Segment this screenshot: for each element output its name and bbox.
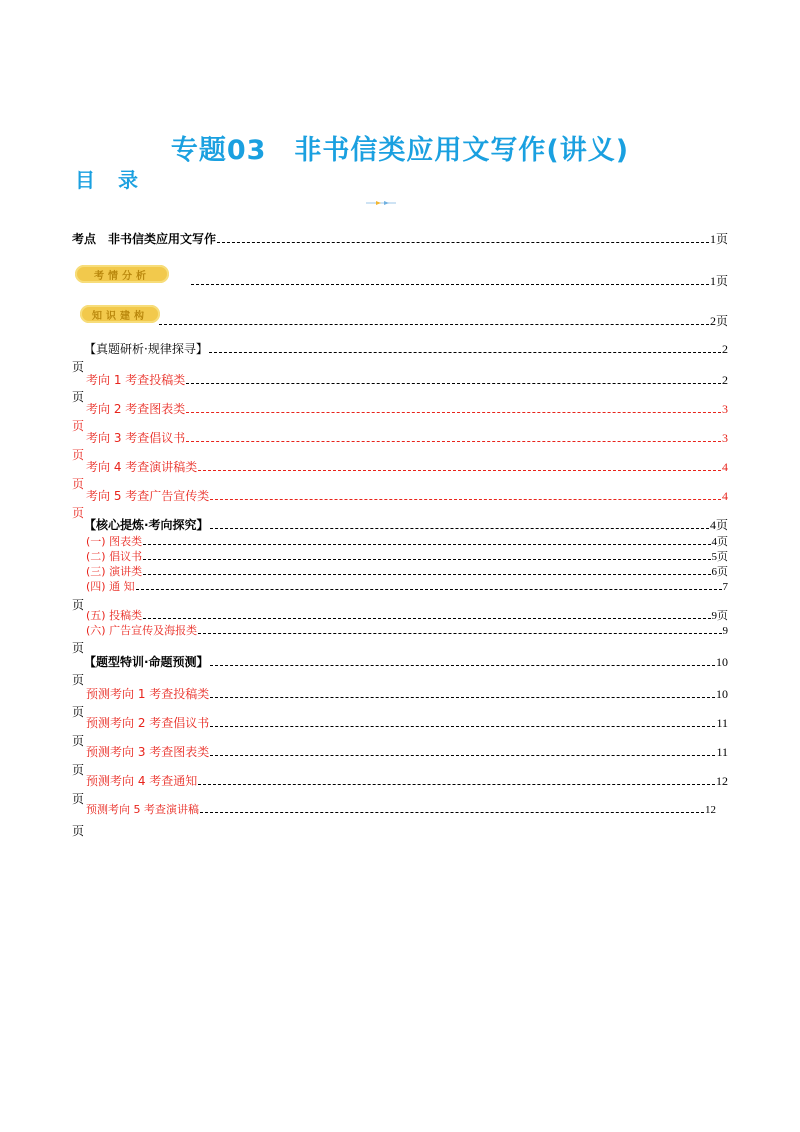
toc-heading: 目 录 xyxy=(75,168,146,192)
toc-entry-label: 预测考向 4 考查通知 xyxy=(86,774,198,788)
toc-entry[interactable] xyxy=(86,580,728,594)
toc-entry-unit: 页 xyxy=(717,536,728,548)
toc-entry[interactable] xyxy=(72,232,728,246)
toc-entry-unit: 页 xyxy=(72,477,85,491)
toc-entry[interactable] xyxy=(86,716,728,730)
toc-entry-unit: 页 xyxy=(72,506,85,520)
toc-entry-page: 3 xyxy=(722,402,728,416)
toc-entry[interactable] xyxy=(86,402,728,416)
toc-entry-unit: 页 xyxy=(72,763,85,777)
toc-entry-page: 11 xyxy=(716,716,728,730)
toc-entry-page: 12 xyxy=(705,804,716,816)
toc-entry[interactable] xyxy=(86,745,728,759)
toc-entry-unit: 页 xyxy=(715,314,728,328)
toc-entry[interactable] xyxy=(86,460,728,474)
toc-entry[interactable] xyxy=(190,274,728,288)
knowledge-badge: 知识建构 xyxy=(80,305,160,323)
toc-entry[interactable] xyxy=(84,342,728,356)
toc-entry-unit: 页 xyxy=(72,598,85,612)
toc-entry-page: 9 xyxy=(722,625,728,637)
toc-entry-page: 5 xyxy=(711,551,717,563)
toc-entry[interactable] xyxy=(86,373,728,387)
toc-entry-page: 2 xyxy=(709,314,716,328)
toc-entry-unit: 页 xyxy=(72,734,85,748)
toc-entry-unit: 页 xyxy=(717,566,728,578)
toc-entry[interactable] xyxy=(86,624,728,638)
toc-entry-label: (三) 演讲类 xyxy=(86,565,143,578)
toc-entry-label: 预测考向 5 考查演讲稿 xyxy=(86,803,199,816)
toc-entry-page: 9 xyxy=(711,610,717,622)
toc-entry-page: 4 xyxy=(722,489,728,503)
toc-entry-page: 10 xyxy=(716,687,728,701)
toc-entry-unit: 页 xyxy=(715,518,728,532)
toc-entry-label: (一) 图表类 xyxy=(86,535,143,548)
toc-entry-unit: 页 xyxy=(72,419,85,433)
toc-entry[interactable] xyxy=(86,803,716,817)
toc-entry-label: (二) 倡议书 xyxy=(86,550,143,563)
toc-entry-page: 7 xyxy=(722,581,728,593)
toc-entry-page: 2 xyxy=(722,342,728,356)
ornament-icon xyxy=(366,199,396,207)
toc-entry-unit: 页 xyxy=(72,824,85,838)
toc-entry-unit: 页 xyxy=(717,610,728,622)
toc-entry[interactable] xyxy=(84,655,728,669)
toc-entry-unit: 页 xyxy=(72,448,85,462)
toc-entry-page: 11 xyxy=(716,745,728,759)
toc-entry-unit: 页 xyxy=(72,792,85,806)
toc-entry-page: 4 xyxy=(722,460,728,474)
toc-entry-label: 考向 5 考查广告宣传类 xyxy=(86,489,210,503)
toc-entry[interactable] xyxy=(86,535,728,549)
toc-entry-label: 预测考向 2 考查倡议书 xyxy=(86,716,210,730)
page-title: 专题03 非书信类应用文写作(讲义) xyxy=(170,135,630,166)
toc-entry-page: 1 xyxy=(709,274,716,288)
toc-entry-label: 【真题研析·规律探寻】 xyxy=(84,342,208,356)
toc-entry-label: 考向 2 考查图表类 xyxy=(86,402,186,416)
toc-entry-label: 考向 1 考查投稿类 xyxy=(86,373,186,387)
toc-entry-label: (五) 投稿类 xyxy=(86,609,143,622)
toc-entry-label: 考向 3 考查倡议书 xyxy=(86,431,186,445)
toc-entry-unit: 页 xyxy=(72,641,85,655)
toc-entry[interactable] xyxy=(86,565,728,579)
toc-entry-page: 10 xyxy=(716,655,728,669)
toc-entry-page: 1 xyxy=(709,232,716,246)
toc-entry-label: (四) 通 知 xyxy=(86,580,135,593)
toc-entry-label: 【题型特训·命题预测】 xyxy=(84,655,209,669)
toc-entry-label: 考点 非书信类应用文写作 xyxy=(72,232,217,246)
toc-entry-label: 【核心提炼·考向探究】 xyxy=(84,518,209,532)
toc-entry-unit: 页 xyxy=(715,274,728,288)
toc-entry[interactable] xyxy=(158,314,728,328)
toc-entry[interactable] xyxy=(86,609,728,623)
toc-entry-label: 考向 4 考查演讲稿类 xyxy=(86,460,198,474)
toc-entry[interactable] xyxy=(86,774,728,788)
toc-entry-page: 6 xyxy=(711,566,717,578)
toc-entry-page: 12 xyxy=(716,774,728,788)
toc-entry-page: 4 xyxy=(711,536,717,548)
toc-entry[interactable] xyxy=(86,489,728,503)
analysis-badge: 考情分析 xyxy=(75,265,169,283)
toc-entry-page: 3 xyxy=(722,431,728,445)
toc-entry-label: 预测考向 3 考查图表类 xyxy=(86,745,210,759)
toc-entry[interactable] xyxy=(84,518,728,532)
toc-entry-unit: 页 xyxy=(717,551,728,563)
toc-entry-unit: 页 xyxy=(72,360,85,374)
toc-entry[interactable] xyxy=(86,431,728,445)
toc-entry-page: 4 xyxy=(709,518,716,532)
toc-entry-unit: 页 xyxy=(72,390,85,404)
toc-entry-unit: 页 xyxy=(715,232,728,246)
toc-entry[interactable] xyxy=(86,687,728,701)
toc-entry-page: 2 xyxy=(722,373,728,387)
toc-entry-unit: 页 xyxy=(72,705,85,719)
toc-entry[interactable] xyxy=(86,550,728,564)
toc-entry-unit: 页 xyxy=(72,673,85,687)
toc-entry-label: 预测考向 1 考查投稿类 xyxy=(86,687,210,701)
toc-entry-label: (六) 广告宣传及海报类 xyxy=(86,624,198,637)
